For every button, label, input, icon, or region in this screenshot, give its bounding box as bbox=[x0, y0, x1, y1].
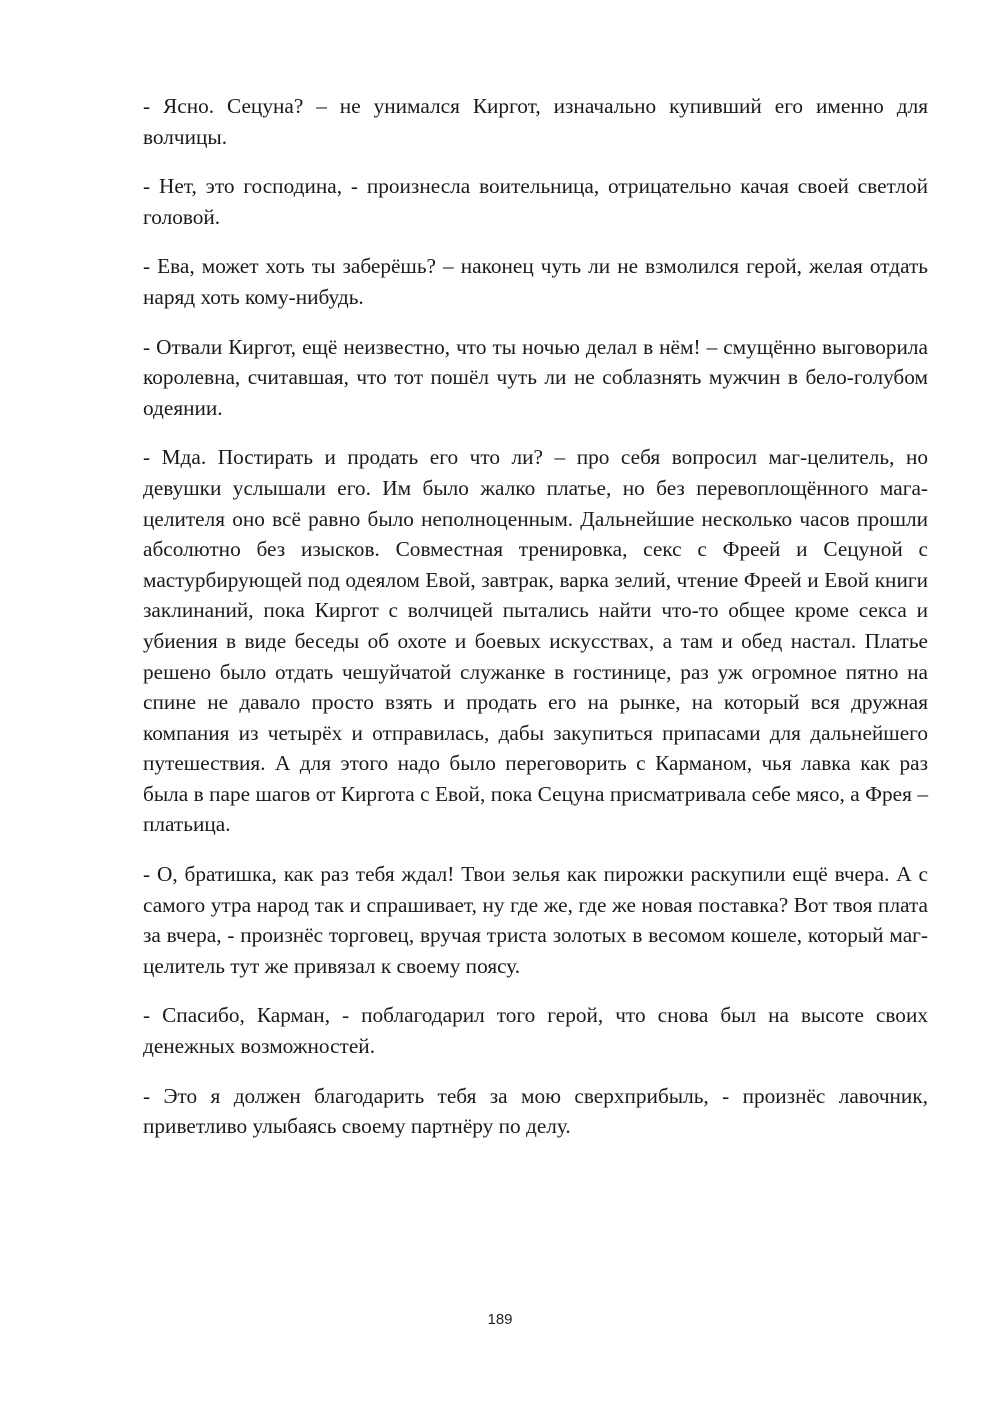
paragraph: - О, братишка, как раз тебя ждал! Твои зелья как пирожки раскупили ещё вчера. А с самого утра народ так и спрашивает, ну где же, где же новая поставка? Вот твоя плата за вчера, - произнёс торговец, вручая триста золотых в весомом кошеле, который маг-целитель тут же привязал к своему поясу. bbox=[143, 862, 928, 978]
paragraph: - Отвали Киргот, ещё неизвестно, что ты ночью делал в нём! – смущённо выговорила королевна, считавшая, что тот пошёл чуть ли не соблазнять мужчин в бело-голубом одеянии. bbox=[143, 334, 928, 420]
paragraph: - Это я должен благодарить тебя за мою сверхприбыль, - произнёс лавочник, приветливо улыбаясь своему партнёру по делу. bbox=[143, 1083, 928, 1139]
paragraph: - Ева, может хоть ты заберёшь? – наконец чуть ли не взмолился герой, желая отдать наряд хоть кому-нибудь. bbox=[143, 254, 928, 309]
paragraph: - Нет, это господина, - произнесла воительница, отрицательно качая своей светлой головой. bbox=[143, 174, 928, 229]
paragraph: - Ясно. Сецуна? – не унимался Киргот, изначально купивший его именно для волчицы. bbox=[143, 94, 928, 149]
paragraph: - Мда. Постирать и продать его что ли? – про себя вопросил маг-целитель, но девушки услышали его. Им было жалко платье, но без перевоплощённого мага-целителя оно всё равно было неполноценным. Дальнейшие несколько часов прошли абсолютно без изысков. Совместная тренировка, секс с Фреей и Сецуной с мастурбирующей под одеялом Евой, завтрак, варка зелий, чтение Фреей и Евой книги заклинаний, пока Киргот с волчицей пытались найти что-то общее кроме секса и убиения в виде беседы об охоте и боевых искусствах, а там и обед настал. Платье решено было отдать чешуйчатой служанке в гостинице, раз уж огромное пятно на спине не давало просто взять и продать его на рынке, на который вся дружная компания из четырёх и отправилась, дабы закупиться припасами для дальнейшего путешествия. А для этого надо было переговорить с Карманом, чья лавка как раз была в паре шагов от Киргота с Евой, пока Сецуна присматривала себе мясо, а Фрея – платьица. bbox=[143, 445, 928, 837]
page-number: 189 bbox=[487, 1311, 513, 1328]
page-body-text bbox=[143, 91, 928, 1161]
paragraph: - Спасибо, Карман, - поблагодарил того герой, что снова был на высоте своих денежных возможностей. bbox=[143, 1003, 928, 1059]
